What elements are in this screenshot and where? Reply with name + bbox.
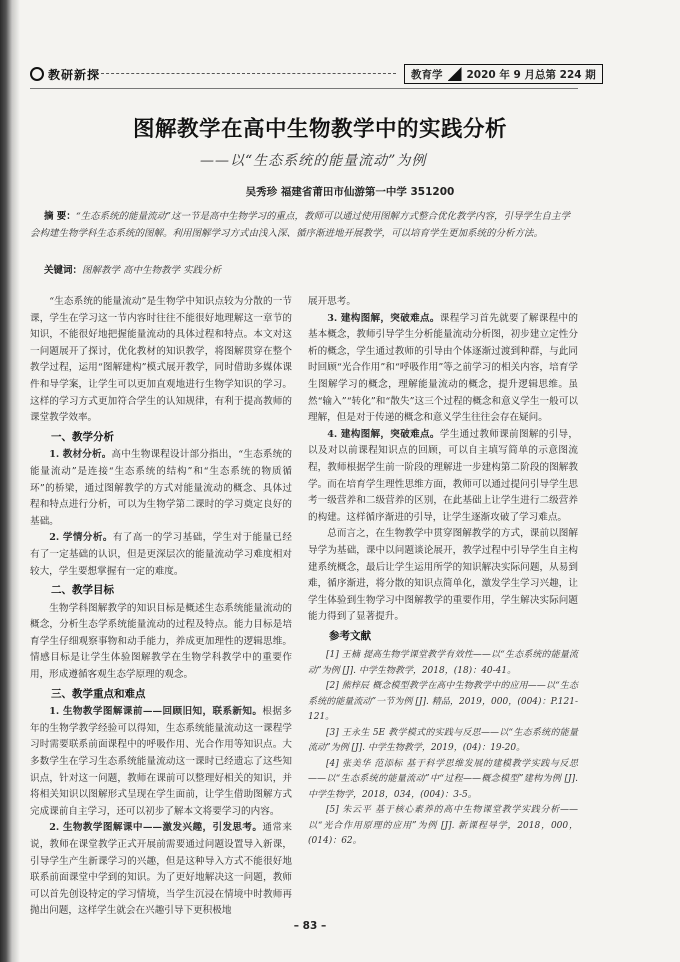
- paragraph-lead: 2. 学情分析。: [49, 532, 113, 544]
- reference-item: [4] 张美华 范添标 基于科学思维发展的建模教学实践与反思——以“生态系统的能量流动”中“过程——概念模型”建构为例 [J]. 中学生物学，2018，034，(004)：3-5。: [308, 758, 578, 800]
- reference-item: [2] 熊梓辰 概念模型教学在高中生物教学中的应用——以“生态系统的能量流动”一节为例 [J]. 精品，2019，000，(004)：P.121-121。: [308, 681, 578, 723]
- journal-name: 教育学: [411, 68, 443, 81]
- paragraph-text: 高中生物课程设计部分指出，“生态系统的能量流动”是连接“生态系统的结构”和“生态系统的物质循环”的桥梁，通过图解教学的方式对能量流动的概念、具体过程和特点进行分析，可以为生物学第二课时的学习奠定良好的基础。: [30, 449, 292, 527]
- paragraph-student-analysis: [30, 530, 292, 580]
- paragraph-lead: 1. 教材分析。: [49, 449, 112, 461]
- intro-paragraph: “生态系统的能量流动”是生物学中知识点较为分散的一节课，学生在学习这一节内容时往往不能很好地理解这一章节的知识，不能很好地把握能量流动的具体过程和特点。本文对这一问题展开了探讨，优化教材的知识教学，将图解贯穿在整个教学过程，运用“图解建构”模式展开教学，同时借助多媒体课件和导学案，让学生可以更加直观地进行生物学知识的学习。这样的学习方式更加符合学生的认知规律，有利于提高教师的课堂教学效率。: [30, 296, 292, 424]
- paragraph-lead: 3. 建构图解，突破难点。: [327, 312, 440, 324]
- abstract-label: 摘 要：: [44, 211, 76, 222]
- paragraph-lead: 2. 生物教学图解课中——激发兴趣，引发思考。: [49, 822, 263, 834]
- page-number: – 83 –: [293, 920, 327, 932]
- page-edge-shadow: [0, 0, 20, 962]
- keywords: [44, 262, 564, 276]
- left-column: [30, 294, 292, 920]
- issue-box: [404, 64, 603, 84]
- references-heading: 参考文献: [329, 629, 371, 642]
- journal-slash-icon: [448, 67, 462, 81]
- author-byline: 吴秀珍 福建省莆田市仙游第一中学 351200: [245, 186, 455, 198]
- keywords-label: 关键词：: [44, 265, 83, 276]
- paragraph-text: 课程学习首先就要了解课程中的基本概念，教师引导学生分析能量流动分析图，初步建立定性分析的概念，学生通过教师的引导由个体逐渐过渡到种群，与此同时回顾“光合作用”和“呼吸作用”等之前学习的相关内容，培育学生图解学习的概念，理解能量流动的概念，提升逻辑思维。虽然“输入”“转化”和“散失”这三个过程的概念和意义学生一般可以理解，但是对于传递的概念和意义学生往往会存在疑问。: [308, 312, 579, 424]
- paragraph-lead: 4. 建构图解，突破难点。: [327, 428, 440, 440]
- section-heading-key-points: 三、教学重点和难点: [51, 687, 146, 700]
- paragraph-text: 有了高一的学习基础，学生对于能量已经有了一定基础的认识，但是更深层次的能量流动学习难度相对较大，学生要想掌握有一定的难度。: [30, 532, 293, 577]
- paragraph-textbook-analysis: [30, 447, 292, 530]
- paragraph-continued: 展开思考。: [308, 296, 356, 307]
- paragraph-goals: 生物学科图解教学的知识目标是概述生态系统能量流动的概念，分析生态学系统能量流动的过程及特点。能力目标是培育学生仔细观察事物和动手能力，养成更加理性的逻辑思维。情感目标是让学生体验图解教学在生物学科教学中的重要作用，形成遵循客观生态学原理的观念。: [30, 602, 292, 681]
- header-divider: [96, 73, 396, 74]
- reference-item: [5] 朱云平 基于核心素养的高中生物课堂教学实践分析——以“光合作用原理的应用”为例 [J]. 新课程导学，2018，000，(014)：62。: [308, 805, 578, 847]
- reference-item: [3] 王永生 5E 教学模式的实践与反思——以“生态系统的能量流动”为例 [J]. 中学生物教学，2019，(04)：19-20。: [308, 727, 578, 754]
- paragraph-build-diagram-2: [308, 427, 578, 527]
- article-title: 图解教学在高中生物教学中的实践分析: [132, 117, 507, 142]
- paragraph-lead: 1. 生物教学图解课前——回顾旧知，联系新知。: [49, 706, 263, 718]
- issue-info: 2020 年 9 月总第 224 期: [466, 68, 596, 81]
- right-column: [308, 294, 578, 850]
- paragraph-text: 学生通过教师课前图解的引导，以及对以前课程知识点的回顾，可以自主填写简单的示意图流程，教师根据学生前一阶段的理解进一步建构第二阶段的图解教学。而在培育学生理性思维方面，教师可以通过提问引导学生思考一级营养和二级营养的区别，在此基础上让学生进行二级营养的构建。这样循序渐进的引导，让学生逐渐攻破了学习难点。: [308, 428, 579, 523]
- section-label: [30, 66, 100, 83]
- section-heading-goals: 二、教学目标: [51, 584, 114, 597]
- paragraph-in-class: [30, 820, 292, 920]
- article-subtitle: ——以“生态系统的能量流动”为例: [200, 153, 427, 169]
- paragraph-text: 根据多年的生物学教学经验可以得知，生态系统能量流动这一课程学习时需要联系前面课程中的呼吸作用、光合作用等知识点。大多数学生在学习生态系统能量流动这一课时已经遗忘了这些知识点，针对这一问题，教师在课前可以整理好相关的知识，并将相关知识以图解形式呈现在学生面前，让学生借助图解方式完成课前自主学习，还可以初步了解本文将要学习的内容。: [30, 706, 293, 817]
- abstract-text: “生态系统的能量流动”这一节是高中生物学习的重点，教师可以通过使用图解方式整合优化教学内容，引导学生自主学会构建生物学科生态系统的图解。利用图解学习方式由浅入深、循序渐进地开展教学，可以培育学生更加系统的分析方法。: [30, 211, 571, 239]
- paragraph-pre-class: [30, 704, 292, 820]
- paragraph-build-diagram-1: [308, 311, 578, 427]
- paragraph-conclusion: 总而言之，在生物教学中贯穿图解教学的方式，课前以图解导学为基础，课中以问题谈论展开，教学过程中引导学生自主构建系统概念，最后让学生运用所学的知识解决实际问题，从易到难，循序渐进，将分散的知识点简单化，激发学生学习兴趣，让学生体验到生物学习中图解教学的重要作用，学生解决实际问题能力得到了显著提升。: [308, 528, 578, 623]
- header-bottom-rule: [30, 88, 578, 89]
- paragraph-text: 通常来说，教师在课堂教学正式开展前需要通过问题设置导入新课，引导学生产生新课学习的兴趣，但是这种导入方式不能很好地联系前面课堂中学到的知识。为了更好地解决这一问题，教师可以首先创设特定的学习情境，当学生沉浸在情境中时教师再抛出问题，这样学生就会在兴趣引导下更积极地: [30, 822, 293, 917]
- keywords-text: 图解教学 高中生物教学 实践分析: [82, 265, 222, 276]
- abstract: [30, 208, 578, 242]
- section-name: 教研新探: [48, 68, 101, 82]
- reference-item: [1] 王楠 提高生物学课堂教学有效性——以“生态系统的能量流动”为例 [J]. 中学生物教学，2018，(18)：40-41。: [308, 650, 578, 676]
- section-heading-analysis: 一、教学分析: [51, 430, 114, 443]
- section-logo-icon: [30, 67, 44, 81]
